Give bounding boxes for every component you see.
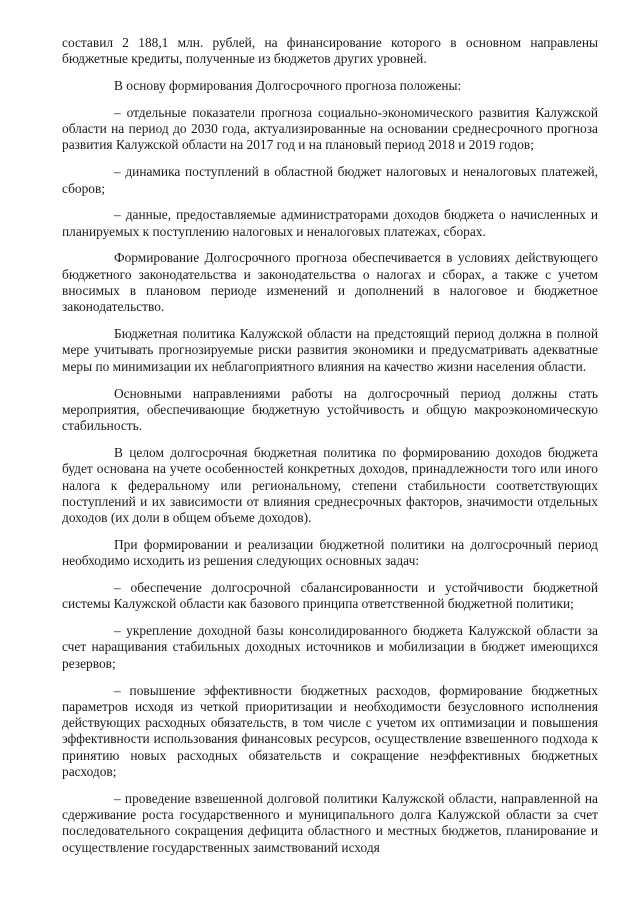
list-item-administrator-data: – данные, предоставляемые администраторами доходов бюджета о начисленных и планируемых к поступлению налоговых и неналоговых платежах, сборах. bbox=[62, 207, 598, 239]
paragraph-continuation: составил 2 188,1 млн. рублей, на финансирование которого в основном направлены бюджетные кредиты, полученные из бюджетов других уровней. bbox=[62, 35, 598, 67]
list-item-debt-policy: – проведение взвешенной долговой политики Калужской области, направленной на сдерживание роста государственного и муниципального долга Калужской области за счет последовательного сокращения дефицита областного и местных бюджетов, планирование и осуществление государственных заимствований исходя bbox=[62, 790, 598, 855]
paragraph-revenue-policy: В целом долгосрочная бюджетная политика по формированию доходов бюджета будет основана на учете особенностей конкретных доходов, принадлежности того или иного налога к федеральному или региональному, степени стабильности соответствующих поступлений и их зависимости от влияния среднесрочных факторов, значимости отдельных доходов (их доли в общем объеме доходов). bbox=[62, 444, 598, 526]
paragraph-main-tasks: При формировании и реализации бюджетной политики на долгосрочный период необходимо исходить из решения следующих основных задач: bbox=[62, 536, 598, 569]
paragraph-forecast-formation: Формирование Долгосрочного прогноза обеспечивается в условиях действующего бюджетного законодательства и законодательства о налогах и сборах, а также с учетом вносимых в плановом периоде изменений и дополнений в налоговое и бюджетное законодательство. bbox=[62, 250, 598, 315]
paragraph-main-directions: Основными направлениями работы на долгосрочный период должны стать мероприятия, обеспечивающие бюджетную устойчивость и общую макроэкономическую стабильность. bbox=[62, 385, 598, 434]
document-body bbox=[62, 35, 598, 866]
list-item-balance: – обеспечение долгосрочной сбалансированности и устойчивости бюджетной системы Калужской области как базового принципа ответственной бюджетной политики; bbox=[62, 580, 598, 612]
list-item-efficiency: – повышение эффективности бюджетных расходов, формирование бюджетных параметров исходя из четкой приоритизации и необходимости безусловного исполнения действующих расходных обязательств, в том числе с учетом их оптимизации и повышения эффективности использования финансовых ресурсов, осуществление взвешенного подхода к принятию новых расходных обязательств и сокращение неэффективных бюджетных расходов; bbox=[62, 682, 598, 779]
list-item-indicators: – отдельные показатели прогноза социально-экономического развития Калужской области на период до 2030 года, актуализированные на основании среднесрочного прогноза развития Калужской области на 2017 год и на плановый период 2018 и 2019 годов; bbox=[62, 104, 598, 153]
list-item-dynamics: – динамика поступлений в областной бюджет налоговых и неналоговых платежей, сборов; bbox=[62, 164, 598, 196]
paragraph-forecast-basis: В основу формирования Долгосрочного прогноза положены: bbox=[114, 78, 462, 94]
list-item-revenue-base: – укрепление доходной базы консолидированного бюджета Калужской области за счет наращивания стабильных доходных источников и мобилизации в бюджет имеющихся резервов; bbox=[62, 623, 598, 671]
paragraph-budget-policy: Бюджетная политика Калужской области на предстоящий период должна в полной мере учитывать прогнозируемые риски развития экономики и предусматривать адекватные меры по минимизации их неблагоприятного влияния на качество жизни населения области. bbox=[62, 326, 598, 374]
